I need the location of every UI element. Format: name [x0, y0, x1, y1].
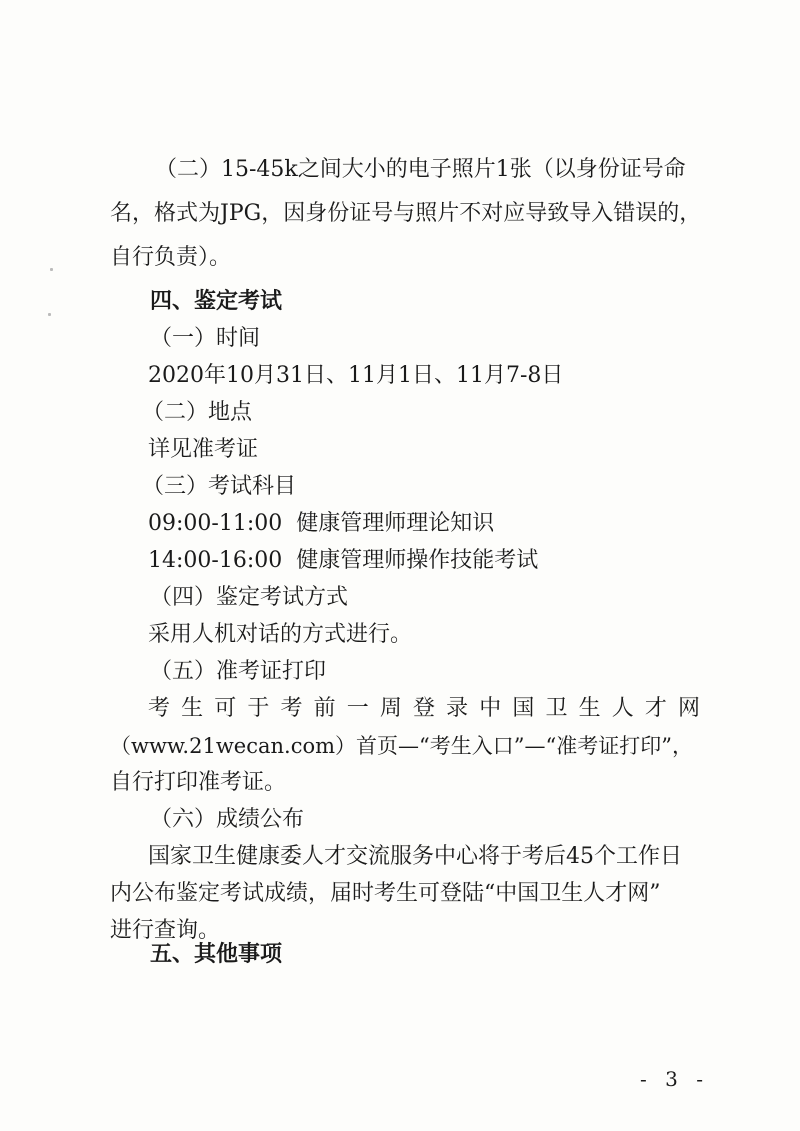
subsection-heading: （五）准考证打印	[150, 659, 327, 684]
subsection-heading: （四）鉴定考试方式	[150, 585, 349, 610]
paragraph-line: （www.21wecan.com）首页—“考生入口”—“准考证打印”，	[110, 734, 693, 758]
section-heading: 四、鉴定考试	[150, 289, 283, 314]
page-number: - 3 -	[640, 1067, 709, 1091]
paragraph-line: 自行负责）。	[110, 245, 232, 270]
scan-speck	[48, 313, 51, 316]
schedule-line: 14:00-16:00 健康管理师操作技能考试	[148, 548, 539, 573]
subsection-heading: （一）时间	[150, 326, 261, 351]
paragraph-line: 进行查询。	[110, 918, 221, 943]
paragraph-line: 国家卫生健康委人才交流服务中心将于考后45个工作日	[148, 844, 682, 869]
paragraph-line: （二）15-45k之间大小的电子照片1张（以身份证号命	[155, 157, 686, 182]
subsection-heading: （二）地点	[142, 400, 253, 425]
section-heading: 五、其他事项	[150, 942, 283, 967]
subsection-heading: （三）考试科目	[142, 474, 297, 499]
subsection-heading: （六）成绩公布	[150, 807, 305, 832]
schedule-line: 09:00-11:00 健康管理师理论知识	[148, 511, 495, 536]
paragraph-line: 自行打印准考证。	[110, 770, 287, 795]
paragraph-line: 名，格式为JPG，因身份证号与照片不对应导致导入错误的，	[110, 201, 702, 226]
paragraph-line: 采用人机对话的方式进行。	[148, 622, 413, 647]
exam-dates: 2020年10月31日、11月1日、11月7-8日	[148, 363, 564, 388]
scan-speck	[50, 268, 53, 271]
paragraph-line: 内公布鉴定考试成绩，届时考生可登陆“中国卫生人才网”	[110, 881, 661, 906]
paragraph-line: 详见准考证	[148, 437, 259, 462]
paragraph-line: 考生可于考前一周登录中国卫生人才网	[148, 696, 700, 721]
